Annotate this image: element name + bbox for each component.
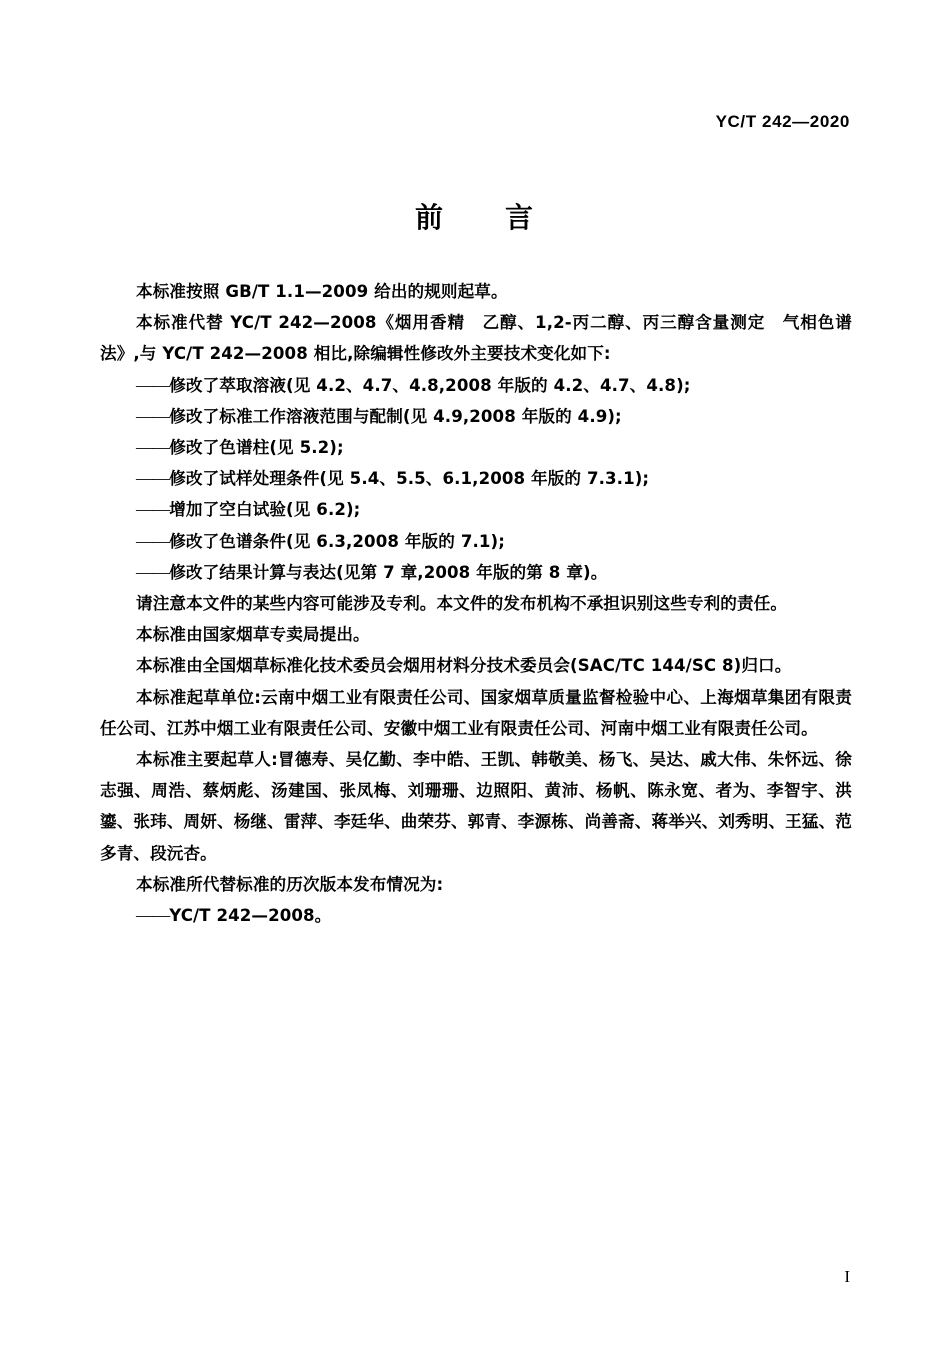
foreword-change-item — [100, 432, 852, 463]
standard-number: YC/T 242—2020 — [715, 112, 850, 131]
em-dash-marker: —— — [136, 499, 170, 520]
em-dash-marker: —— — [136, 437, 170, 458]
foreword-paragraph: 请注意本文件的某些内容可能涉及专利。本文件的发布机构不承担识别这些专利的责任。 — [136, 594, 788, 614]
foreword-paragraph: 本标准由全国烟草标准化技术委员会烟用材料分技术委员会(SAC/TC 144/SC 8)归口。 — [136, 656, 792, 676]
foreword-change-item — [100, 557, 852, 588]
foreword-change-item-text: 修改了色谱柱(见 5.2); — [169, 438, 344, 458]
foreword-paragraph: 本标准由国家烟草专卖局提出。 — [136, 625, 370, 645]
page-number: I — [844, 1267, 850, 1286]
foreword-paragraph: 本标准起草单位:云南中烟工业有限责任公司、国家烟草质量监督检验中心、上海烟草集团有限责任公司、江苏中烟工业有限责任公司、安徽中烟工业有限责任公司、河南中烟工业有限责任公司。 — [100, 687, 852, 738]
em-dash-marker: —— — [136, 530, 170, 551]
foreword-change-item-text: 修改了色谱条件(见 6.3,2008 年版的 7.1); — [169, 531, 505, 551]
page-title: 前 言 — [414, 201, 535, 234]
foreword-change-item-text: 修改了试样处理条件(见 5.4、5.5、6.1,2008 年版的 7.3.1); — [169, 469, 650, 489]
foreword-change-item-text: YC/T 242—2008。 — [169, 906, 332, 926]
foreword-paragraph: 本标准代替 YC/T 242—2008《烟用香精 乙醇、1,2-丙二醇、丙三醇含量测定 气相色谱法》,与 YC/T 242—2008 相比,除编辑性修改外主要技术变化如下: — [100, 313, 852, 364]
foreword-body — [100, 276, 852, 931]
em-dash-marker: —— — [136, 374, 170, 395]
foreword-change-item — [100, 900, 852, 931]
foreword-change-item — [100, 526, 852, 557]
foreword-change-item — [100, 370, 852, 401]
foreword-change-item-text: 增加了空白试验(见 6.2); — [169, 500, 361, 520]
em-dash-marker: —— — [136, 561, 170, 582]
foreword-change-item-text: 修改了萃取溶液(见 4.2、4.7、4.8,2008 年版的 4.2、4.7、4.8); — [169, 375, 691, 395]
foreword-change-item-text: 修改了标准工作溶液范围与配制(见 4.9,2008 年版的 4.9); — [169, 406, 622, 426]
foreword-change-item — [100, 463, 852, 494]
footer — [100, 1267, 850, 1287]
foreword-change-item-text: 修改了结果计算与表达(见第 7 章,2008 年版的第 8 章)。 — [169, 562, 608, 582]
foreword-paragraph: 本标准所代替标准的历次版本发布情况为: — [136, 874, 444, 894]
page-header — [100, 112, 850, 138]
em-dash-marker: —— — [136, 905, 170, 926]
foreword-paragraph: 本标准主要起草人:冒德寿、吴亿勤、李中皓、王凯、韩敬美、杨飞、吴达、戚大伟、朱怀远、徐志强、周浩、蔡炳彪、汤建国、张凤梅、刘珊珊、边照阳、黄沛、杨帆、陈永宽、者为、李智宇、洪鎏、张玮、周妍、杨继、雷萍、李廷华、曲荣芬、郭青、李源栋、尚善斋、蒋举兴、刘秀明、王猛、范多青、段沅杏。 — [100, 750, 852, 863]
em-dash-marker: —— — [136, 405, 170, 426]
foreword-change-item — [100, 401, 852, 432]
foreword-paragraph: 本标准按照 GB/T 1.1—2009 给出的规则起草。 — [136, 282, 508, 301]
em-dash-marker: —— — [136, 468, 170, 489]
foreword-change-item — [100, 494, 852, 525]
